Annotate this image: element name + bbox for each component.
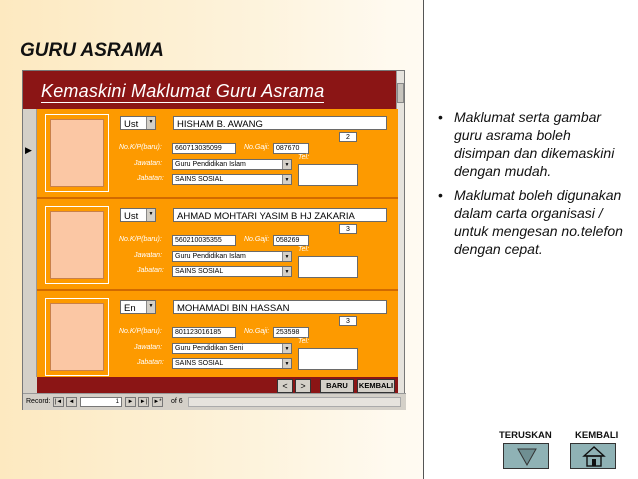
name-field[interactable]: MOHAMADI BIN HASSAN xyxy=(173,300,387,314)
record-selector-column[interactable] xyxy=(23,109,37,377)
first-record-icon[interactable]: |◄ xyxy=(54,399,63,405)
chevron-down-icon[interactable]: ▼ xyxy=(146,117,155,129)
title-value: Ust xyxy=(124,119,139,130)
jabatan-select[interactable] xyxy=(172,266,292,277)
next-record-button[interactable]: > xyxy=(295,379,311,393)
teacher-photo xyxy=(50,303,104,371)
teacher-record xyxy=(37,109,398,199)
teacher-record xyxy=(37,201,398,291)
prev-record-icon[interactable]: ◄ xyxy=(66,397,77,407)
jabatan-value: SAINS SOSIAL xyxy=(175,268,224,275)
title-value: En xyxy=(124,303,136,314)
gaji-label: No.Gaji: xyxy=(244,144,270,151)
jawatan-value: Guru Pendidikan Islam xyxy=(175,161,246,168)
tel-field[interactable] xyxy=(298,348,358,370)
ic-field[interactable]: 801123016185 xyxy=(172,327,236,338)
form-header-title: Kemaskini Maklumat Guru Asrama xyxy=(41,81,325,101)
down-triangle-icon xyxy=(504,444,550,470)
title-value: Ust xyxy=(124,211,139,222)
next-record-icon[interactable]: ► xyxy=(125,397,136,407)
record-count: of 6 xyxy=(171,398,183,405)
jawatan-select[interactable] xyxy=(172,251,292,262)
kembali-form-button[interactable]: KEMBALI xyxy=(357,379,395,393)
jabatan-label: Jabatan: xyxy=(137,267,164,274)
record-label: Record: xyxy=(26,398,51,405)
slide-title: GURU ASRAMA xyxy=(20,40,164,61)
jabatan-select[interactable] xyxy=(172,174,292,185)
ic-label: No.K/P(baru): xyxy=(119,236,162,243)
jabatan-label: Jabatan: xyxy=(137,359,164,366)
bullet-item: • Maklumat boleh digunakan dalam carta organisasi / untuk mengesan no.telefon dengan cepat. xyxy=(432,186,627,258)
gaji-field[interactable]: 058269 xyxy=(273,235,309,246)
jawatan-label: Jawatan: xyxy=(134,160,163,167)
tel-field[interactable] xyxy=(298,164,358,186)
kembali-label: KEMBALI xyxy=(575,430,619,441)
horizontal-scrollbar[interactable] xyxy=(188,397,401,407)
jawatan-value: Guru Pendidikan Seni xyxy=(175,345,244,352)
jabatan-value: SAINS SOSIAL xyxy=(175,360,224,367)
records-area xyxy=(37,109,398,377)
jawatan-select[interactable] xyxy=(172,159,292,170)
last-record-icon[interactable]: ►| xyxy=(139,399,148,405)
form-header xyxy=(23,71,398,109)
chevron-down-icon[interactable]: ▼ xyxy=(282,175,291,184)
title-select[interactable] xyxy=(120,300,156,314)
jawatan-label: Jawatan: xyxy=(134,344,163,351)
chevron-down-icon[interactable]: ▼ xyxy=(282,359,291,368)
kembali-button[interactable] xyxy=(570,443,616,469)
ic-label: No.K/P(baru): xyxy=(119,328,162,335)
gaji-field[interactable]: 253598 xyxy=(273,327,309,338)
photo-frame[interactable] xyxy=(45,114,109,192)
jabatan-label: Jabatan: xyxy=(137,175,164,182)
record-number: 2 xyxy=(339,132,357,142)
chevron-down-icon[interactable]: ▼ xyxy=(282,160,291,169)
gaji-label: No.Gaji: xyxy=(244,328,270,335)
jabatan-select[interactable] xyxy=(172,358,292,369)
name-field[interactable]: HISHAM B. AWANG xyxy=(173,116,387,130)
bullet-item: • Maklumat serta gambar guru asrama boleh disimpan dan dikemaskini dengan mudah. xyxy=(432,108,627,180)
gaji-field[interactable]: 087670 xyxy=(273,143,309,154)
chevron-down-icon[interactable]: ▼ xyxy=(282,252,291,261)
name-field[interactable]: AHMAD MOHTARI YASIM B HJ ZAKARIA xyxy=(173,208,387,222)
record-number: 3 xyxy=(339,224,357,234)
record-navigation-bar xyxy=(23,393,406,410)
jawatan-select[interactable] xyxy=(172,343,292,354)
chevron-down-icon[interactable]: ▼ xyxy=(146,209,155,221)
form-footer xyxy=(37,377,398,393)
ic-label: No.K/P(baru): xyxy=(119,144,162,151)
chevron-down-icon[interactable]: ▼ xyxy=(146,301,155,313)
photo-frame[interactable] xyxy=(45,206,109,284)
previous-record-button[interactable]: < xyxy=(277,379,293,393)
photo-frame[interactable] xyxy=(45,298,109,376)
chevron-down-icon[interactable]: ▼ xyxy=(282,344,291,353)
record-number: 3 xyxy=(339,316,357,326)
ic-field[interactable]: 560210035355 xyxy=(172,235,236,246)
jawatan-label: Jawatan: xyxy=(134,252,163,259)
jabatan-value: SAINS SOSIAL xyxy=(175,176,224,183)
teruskan-button[interactable] xyxy=(503,443,549,469)
home-icon xyxy=(571,444,617,470)
teacher-photo xyxy=(50,211,104,279)
bullet-list xyxy=(432,108,627,264)
tel-field[interactable] xyxy=(298,256,358,278)
current-record-arrow-icon: ▶ xyxy=(25,145,32,155)
teruskan-label: TERUSKAN xyxy=(499,430,552,441)
scrollbar-thumb[interactable] xyxy=(397,83,404,103)
jawatan-value: Guru Pendidikan Islam xyxy=(175,253,246,260)
tel-label: Tel: xyxy=(298,246,310,253)
ic-field[interactable]: 660713035099 xyxy=(172,143,236,154)
title-select[interactable] xyxy=(120,208,156,222)
new-record-icon[interactable]: ►* xyxy=(153,399,162,405)
teacher-photo xyxy=(50,119,104,187)
baru-button[interactable]: BARU xyxy=(320,379,354,393)
tel-label: Tel: xyxy=(298,154,310,161)
gaji-label: No.Gaji: xyxy=(244,236,270,243)
access-form-window xyxy=(22,70,405,410)
chevron-down-icon[interactable]: ▼ xyxy=(282,267,291,276)
teacher-record xyxy=(37,293,398,377)
current-record-input[interactable]: 1 xyxy=(80,397,122,407)
tel-label: Tel: xyxy=(298,338,310,345)
title-select[interactable] xyxy=(120,116,156,130)
